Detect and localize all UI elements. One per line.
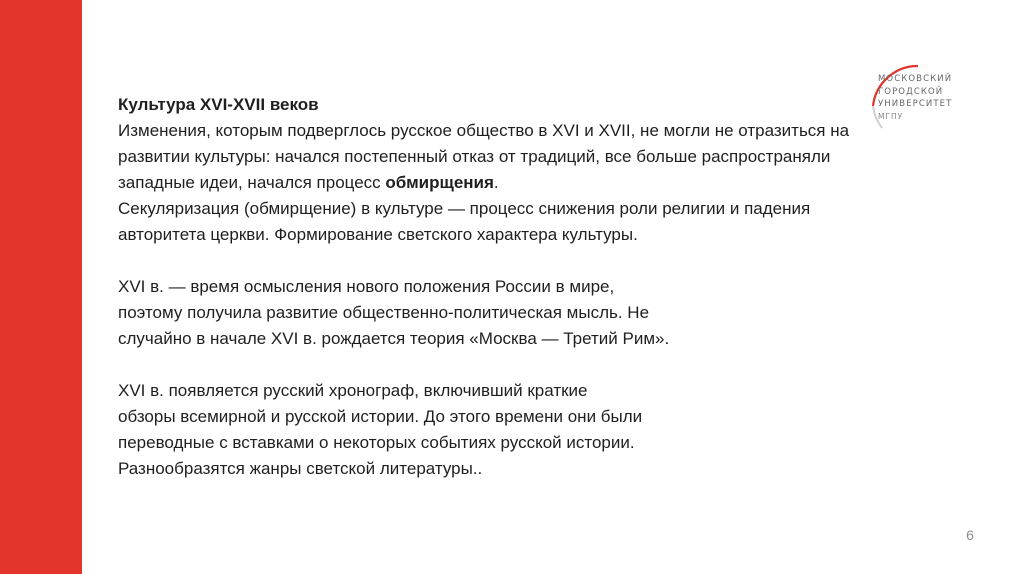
paragraph-gap bbox=[118, 248, 858, 274]
paragraph-gap bbox=[118, 352, 858, 378]
paragraph-3-line-3: случайно в начале XVI в. рождается теория «Москва — Третий Рим». bbox=[118, 329, 670, 348]
logo-line-3: УНИВЕРСИТЕТ bbox=[878, 99, 953, 109]
logo-line-2: ГОРОДСКОЙ bbox=[878, 86, 944, 97]
red-side-bar bbox=[0, 0, 82, 574]
slide-content bbox=[118, 92, 858, 482]
paragraph-1-bold-term: обмирщения bbox=[385, 173, 494, 192]
paragraph-1 bbox=[118, 118, 858, 196]
logo-line-4: МГПУ bbox=[878, 111, 904, 121]
paragraph-1-end: . bbox=[493, 173, 499, 192]
paragraph-4-line-4: Разнообразятся жанры светской литературы.. bbox=[118, 459, 483, 478]
page-number: 6 bbox=[966, 527, 974, 543]
paragraph-4-line-2: обзоры всемирной и русской истории. До этого времени они были bbox=[118, 407, 643, 426]
paragraph-3-line-2: поэтому получила развитие общественно-политическая мысль. Не bbox=[118, 303, 650, 322]
logo-text bbox=[878, 73, 952, 123]
paragraph-1-text: Изменения, которым подверглось русское общество в XVI и XVII, не могли не отразиться на развитии культуры: начался постепенный отказ от традиций, все больше распространяли западные идеи, начался процесс bbox=[118, 121, 850, 192]
slide-title: Культура XVI-XVII веков bbox=[118, 95, 319, 114]
logo-line-1: МОСКОВСКИЙ bbox=[878, 74, 953, 84]
paragraph-4-line-1: XVI в. появляется русский хронограф, включивший краткие bbox=[118, 381, 588, 400]
university-logo bbox=[866, 58, 986, 138]
paragraph-2: Секуляризация (обмирщение) в культуре — процесс снижения роли религии и падения авторитета церкви. Формирование светского характера культуры. bbox=[118, 199, 811, 244]
paragraph-4-line-3: переводные с вставками о некоторых событиях русской истории. bbox=[118, 433, 635, 452]
paragraph-3-line-1: XVI в. — время осмысления нового положения России в мире, bbox=[118, 277, 615, 296]
